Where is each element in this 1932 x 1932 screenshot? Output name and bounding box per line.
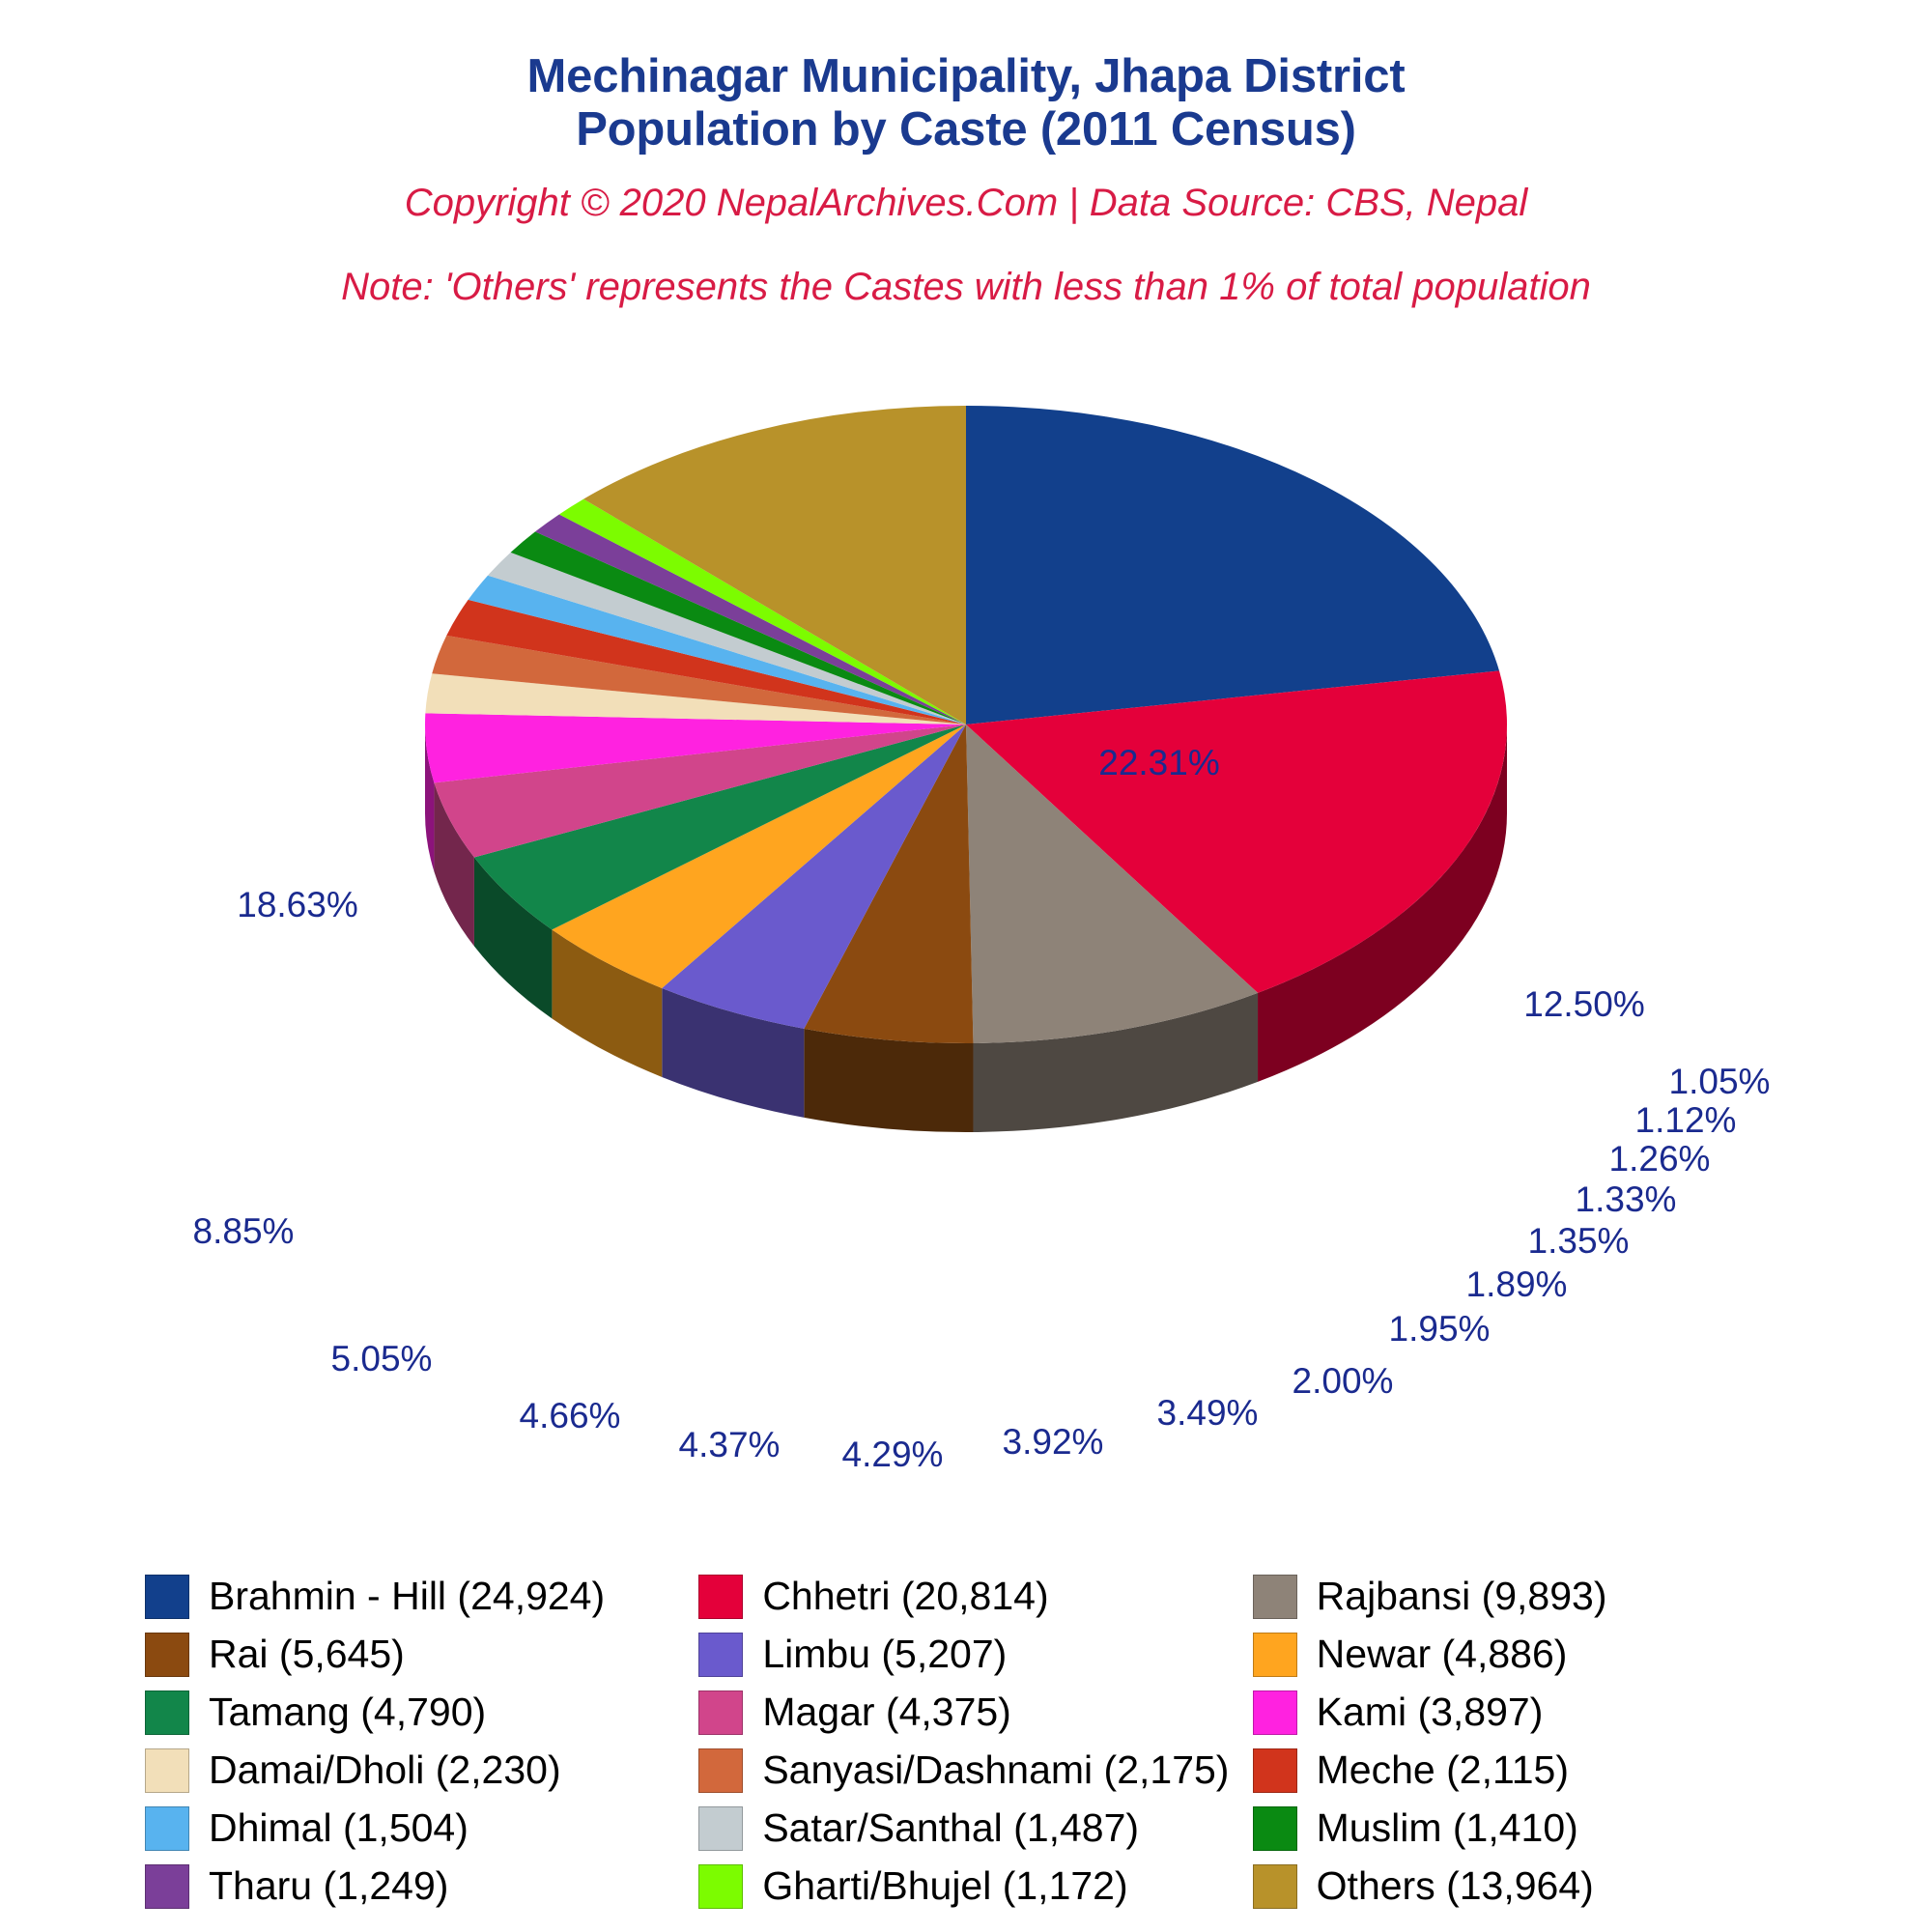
legend-item: [698, 1690, 1252, 1735]
legend-label: Gharti/Bhujel (1,172): [762, 1863, 1128, 1909]
pie-slice-percent: 1.12%: [1634, 1099, 1737, 1140]
legend-swatch: [698, 1748, 743, 1793]
legend-item: [1253, 1806, 1806, 1851]
pie-slice: [966, 406, 1499, 724]
legend-swatch: [145, 1748, 189, 1793]
pie-slice-percent: 12.50%: [1523, 983, 1645, 1024]
legend-label: Others (13,964): [1316, 1863, 1594, 1909]
legend-item: [145, 1864, 698, 1909]
legend-item: [1253, 1690, 1806, 1735]
pie-slice-percent: 3.92%: [1002, 1421, 1104, 1462]
legend-label: Satar/Santhal (1,487): [762, 1805, 1140, 1851]
page-title-line-2: Population by Caste (2011 Census): [576, 102, 1356, 156]
legend-swatch: [145, 1690, 189, 1735]
pie-slice-percent: 1.95%: [1388, 1308, 1491, 1349]
legend-swatch: [145, 1806, 189, 1851]
legend-label: Chhetri (20,814): [762, 1574, 1049, 1619]
legend-item: [698, 1864, 1252, 1909]
legend-item: [698, 1748, 1252, 1793]
pie-slice-percent: 4.66%: [519, 1395, 621, 1435]
pie-chart: [0, 319, 1932, 1474]
legend-swatch: [1253, 1806, 1297, 1851]
legend-label: Damai/Dholi (2,230): [209, 1747, 561, 1793]
legend-label: Rai (5,645): [209, 1632, 405, 1677]
legend-swatch: [145, 1633, 189, 1677]
pie-slice-percent: 1.33%: [1575, 1179, 1677, 1219]
legend-item: [145, 1633, 698, 1677]
chart-header: [0, 0, 1932, 309]
legend-swatch: [1253, 1864, 1297, 1909]
copyright-text: Copyright © 2020 NepalArchives.Com | Data Source: CBS, Nepal: [404, 181, 1528, 224]
note-text: Note: 'Others' represents the Castes with less than 1% of total population: [341, 265, 1591, 308]
pie-slice-percent: 22.31%: [1098, 742, 1220, 782]
legend-item: [698, 1575, 1252, 1619]
page-title-line-1: Mechinagar Municipality, Jhapa District: [526, 50, 1406, 102]
pie-slice-percent: 5.05%: [330, 1338, 433, 1378]
legend-swatch: [698, 1633, 743, 1677]
legend-label: Newar (4,886): [1316, 1632, 1568, 1677]
legend-item: [1253, 1748, 1806, 1793]
pie-slice-side: [804, 1029, 973, 1132]
legend-item: [145, 1806, 698, 1851]
legend-swatch: [145, 1864, 189, 1909]
legend-item: [1253, 1864, 1806, 1909]
pie-slice-percent: 4.29%: [841, 1434, 944, 1474]
legend-label: Meche (2,115): [1316, 1747, 1569, 1793]
legend-swatch: [1253, 1575, 1297, 1619]
pie-slice-percent: 1.26%: [1608, 1138, 1711, 1179]
legend-label: Sanyasi/Dashnami (2,175): [762, 1747, 1230, 1793]
legend-item: [1253, 1575, 1806, 1619]
legend-item: [1253, 1633, 1806, 1677]
pie-slice-percent: 4.37%: [678, 1424, 781, 1464]
pie-slice-percent: 1.35%: [1527, 1220, 1630, 1261]
pie-slice-percent: 18.63%: [237, 884, 358, 924]
legend-item: [145, 1690, 698, 1735]
legend-label: Magar (4,375): [762, 1690, 1011, 1735]
legend-item: [145, 1575, 698, 1619]
legend-label: Kami (3,897): [1316, 1690, 1544, 1735]
legend-swatch: [1253, 1690, 1297, 1735]
legend-label: Muslim (1,410): [1316, 1805, 1578, 1851]
pie-slice-percent: 3.49%: [1156, 1392, 1259, 1433]
legend-swatch: [698, 1690, 743, 1735]
pie-slice-percent: 1.05%: [1668, 1061, 1771, 1101]
chart-legend: [145, 1575, 1806, 1909]
legend-item: [698, 1806, 1252, 1851]
legend-label: Dhimal (1,504): [209, 1805, 469, 1851]
pie-slice-percent: 2.00%: [1292, 1360, 1394, 1401]
legend-label: Limbu (5,207): [762, 1632, 1008, 1677]
legend-item: [145, 1748, 698, 1793]
pie-slice-percent: 1.89%: [1465, 1264, 1568, 1304]
legend-swatch: [1253, 1748, 1297, 1793]
legend-swatch: [698, 1575, 743, 1619]
legend-label: Tamang (4,790): [209, 1690, 487, 1735]
legend-swatch: [698, 1864, 743, 1909]
legend-label: Tharu (1,249): [209, 1863, 449, 1909]
legend-label: Brahmin - Hill (24,924): [209, 1574, 606, 1619]
pie-slice-percent: 8.85%: [192, 1210, 295, 1251]
legend-label: Rajbansi (9,893): [1316, 1574, 1607, 1619]
legend-swatch: [145, 1575, 189, 1619]
legend-item: [698, 1633, 1252, 1677]
legend-swatch: [1253, 1633, 1297, 1677]
legend-swatch: [698, 1806, 743, 1851]
